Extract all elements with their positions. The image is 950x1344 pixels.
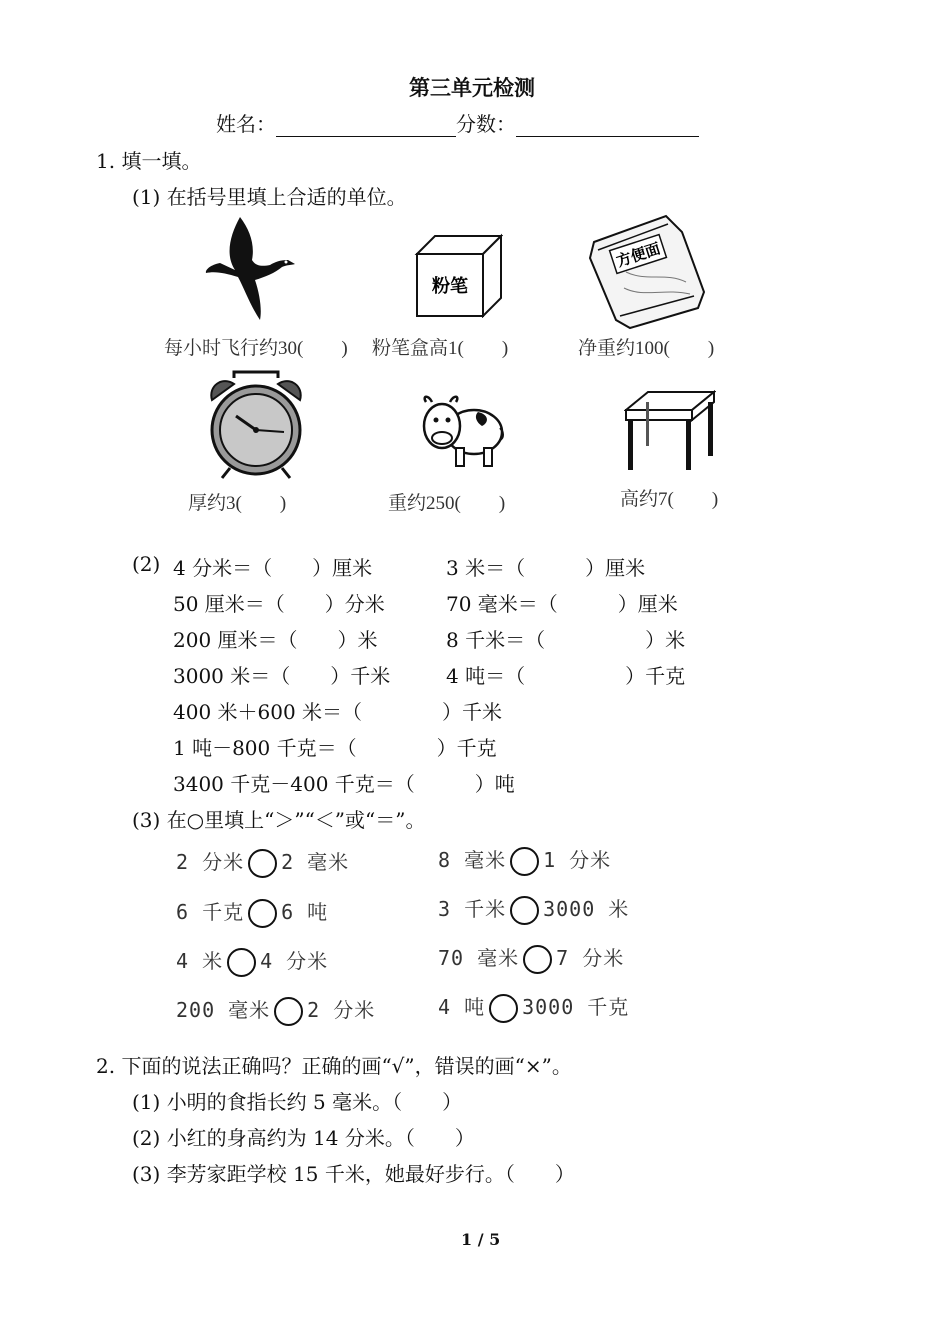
compare-circle[interactable] <box>248 899 277 928</box>
conversion-item: 1 吨－800 千克＝（ ）千克 <box>173 736 497 760</box>
score-label: 分数： <box>456 112 516 136</box>
compare-row: 3 千米 3000 米 <box>438 893 629 925</box>
q1-heading: 1. 填一填。 <box>96 149 202 173</box>
compare-circle[interactable] <box>510 847 539 876</box>
compare-row: 6 千克 6 吨 <box>176 896 328 928</box>
q1-part1-heading: (1) 在括号里填上合适的单位。 <box>132 185 407 209</box>
q2-heading: 2. 下面的说法正确吗？正确的画“√”，错误的画“×”。 <box>96 1054 572 1078</box>
compare-circle[interactable] <box>510 896 539 925</box>
compare-circle[interactable] <box>274 997 303 1026</box>
chalk-box-illustration <box>413 232 503 318</box>
alarm-clock-illustration <box>204 368 308 480</box>
compare-row: 4 米 4 分米 <box>176 945 328 977</box>
q2-item: (3) 李芳家距学校 15 千米，她最好步行。（ ） <box>132 1162 575 1186</box>
compare-circle[interactable] <box>248 849 277 878</box>
caption-noodles: 净重约100( ) <box>578 338 715 359</box>
page-number: 1 / 5 <box>461 1230 501 1249</box>
conversion-item: 400 米＋600 米＝（ ）千米 <box>173 700 503 724</box>
score-field[interactable] <box>516 114 699 137</box>
conversion-item: 70 毫米＝（ ）厘米 <box>446 592 678 616</box>
compare-row: 8 毫米 1 分米 <box>438 844 611 876</box>
caption-cow: 重约250( ) <box>388 493 506 514</box>
desk-illustration <box>624 388 716 474</box>
compare-row: 200 毫米 2 分米 <box>176 994 375 1026</box>
compare-row: 2 分米 2 毫米 <box>176 846 349 878</box>
compare-circle[interactable] <box>489 994 518 1023</box>
caption-clock: 厚约3( ) <box>188 493 287 514</box>
caption-chalk-box: 粉笔盒高1( ) <box>372 338 509 359</box>
caption-goose: 每小时飞行约30( ) <box>164 338 348 359</box>
compare-row: 4 吨 3000 千克 <box>438 991 629 1023</box>
q1-part3-heading: (3) 在○里填上“＞”“＜”或“＝”。 <box>132 808 426 832</box>
conversion-item: 8 千米＝（ ）米 <box>446 628 686 652</box>
q1-part2-label: (2) <box>132 552 161 576</box>
conversion-item: 200 厘米＝（ ）米 <box>173 628 378 652</box>
q2-item: (1) 小明的食指长约 5 毫米。（ ） <box>132 1090 463 1114</box>
caption-desk: 高约7( ) <box>620 489 719 510</box>
goose-illustration <box>200 215 298 323</box>
compare-circle[interactable] <box>523 945 552 974</box>
conversion-item: 3 米＝（ ）厘米 <box>446 556 646 580</box>
name-score-line <box>216 108 699 137</box>
conversion-item: 4 吨＝（ ）千克 <box>446 664 686 688</box>
chalk-box-label: 粉笔 <box>432 276 468 297</box>
cow-illustration <box>418 392 504 470</box>
conversion-item: 3400 千克－400 千克＝（ ）吨 <box>173 772 515 796</box>
q2-item: (2) 小红的身高约为 14 分米。（ ） <box>132 1126 475 1150</box>
conversion-item: 4 分米＝（ ）厘米 <box>173 556 373 580</box>
conversion-item: 3000 米＝（ ）千米 <box>173 664 391 688</box>
name-field[interactable] <box>276 114 456 137</box>
noodle-bag-label: 方便面 <box>614 239 663 271</box>
noodle-bag-illustration <box>586 212 712 330</box>
page-title: 第三单元检测 <box>409 75 535 100</box>
compare-circle[interactable] <box>227 948 256 977</box>
name-label: 姓名： <box>216 112 276 136</box>
compare-row: 70 毫米 7 分米 <box>438 942 624 974</box>
conversion-item: 50 厘米＝（ ）分米 <box>173 592 385 616</box>
